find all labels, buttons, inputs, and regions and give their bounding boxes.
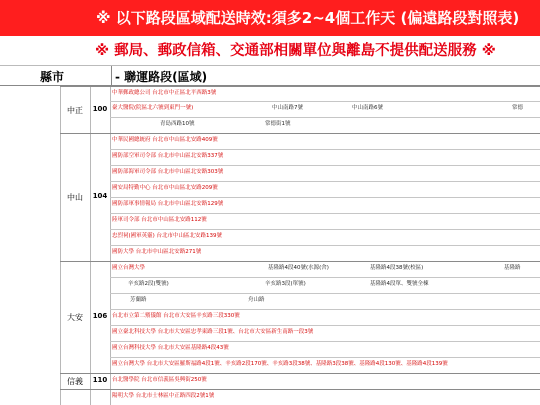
road-section-cell: 常德 — [512, 105, 524, 111]
zip-code: 110 — [92, 376, 108, 384]
header-road-section: - 聯運路段(區域) — [115, 70, 208, 84]
road-section-cell: 舟山路 — [248, 297, 265, 303]
road-section-cell: 國立台灣大學 台北市大安區羅斯福路4段1號、辛亥路2段170號、辛亥路3段38號、基隆路3段38號、基隆路4段130號、基隆路4段139號 — [112, 361, 448, 367]
road-section-cell: 中華郵政總公司 台北市中正區北平西路3號 — [112, 90, 217, 96]
district-name: 信義 — [67, 377, 83, 386]
remote-road-table — [0, 86, 540, 405]
road-section-cell: 基隆路4段40號(水源(舍) — [268, 265, 329, 271]
road-section-cell: 國防大學 台北市中山區北安路271號 — [112, 249, 202, 255]
row-divider — [110, 101, 540, 102]
row-divider — [110, 117, 540, 118]
table-header — [0, 66, 540, 86]
road-section-cell: 基隆路4段單、雙號全棟 — [370, 281, 429, 287]
road-section-cell: 台北市立第二殯儀館 台北市大安區辛亥路三段330號 — [112, 313, 240, 319]
row-divider — [110, 357, 540, 358]
section-divider — [60, 373, 540, 374]
district-name: 中山 — [67, 193, 83, 202]
district-name: 大安 — [67, 313, 83, 322]
road-section-cell: 辛亥路3段(單號) — [265, 281, 306, 287]
road-section-cell: 芳蘭路 — [130, 297, 147, 303]
row-divider — [110, 213, 540, 214]
zip-code: 100 — [92, 104, 108, 113]
road-section-cell: 中山南路7號 — [272, 105, 303, 111]
road-section-cell: 國立台灣大學 — [112, 265, 146, 271]
road-section-cell: 常德街1號 — [265, 121, 291, 127]
road-section-cell: 國防部軍事情報局 台北市中山區北安路129號 — [112, 201, 224, 207]
section-divider — [60, 389, 540, 390]
zip-code: 104 — [92, 192, 108, 200]
section-divider — [60, 133, 540, 134]
zip-code: 106 — [92, 312, 108, 320]
row-divider — [110, 181, 540, 182]
road-section-cell: 國立台灣科技大學 台北市大安區基隆路4段43號 — [112, 345, 229, 351]
row-divider — [110, 229, 540, 230]
row-divider — [110, 197, 540, 198]
header-divider — [111, 66, 112, 86]
road-section-cell: 基隆路 — [504, 265, 521, 271]
road-section-cell: 忠烈祠(國軍英靈) 台北市中山區北安路139號 — [112, 233, 223, 239]
road-section-cell: 青島西路10號 — [160, 121, 195, 127]
header-city: 縣市 — [40, 70, 65, 84]
row-divider — [110, 149, 540, 150]
road-section-cell: 臺大醫院(院區北六號到東門一號) — [112, 105, 194, 111]
district-name: 中正 — [67, 105, 83, 115]
row-divider — [110, 245, 540, 246]
road-section-cell: 基隆路4段38號(校區) — [370, 265, 424, 271]
road-section-cell: 中華民國總統府 台北市中山區北安路409號 — [112, 137, 218, 143]
delivery-notice-banner: ※ 以下路段區域配送時效:須多2~4個工作天 (偏遠路段對照表) — [0, 0, 540, 36]
road-section-cell: 陽明大學 台北市士林區中正路四段2號1號 — [112, 393, 215, 399]
row-divider — [110, 325, 540, 326]
row-divider — [110, 341, 540, 342]
road-section-cell: 台北醫學院 台北市信義區吳興街250號 — [112, 377, 207, 383]
row-divider — [110, 165, 540, 166]
road-section-cell: 辛亥路2段(雙號) — [128, 281, 169, 287]
section-divider — [60, 261, 540, 262]
row-divider — [110, 277, 540, 278]
road-section-cell: 國安局特勤中心 台北市中山區北安路209號 — [112, 185, 218, 191]
road-section-cell: 中山南路6號 — [352, 105, 383, 111]
exclusion-notice-banner: ※ 郵局、郵政信箱、交通部相關單位與離島不提供配送服務 ※ — [0, 36, 540, 66]
road-section-cell: 陸軍司令部 台北市中山區北安路112號 — [112, 217, 207, 223]
road-section-cell: 國立臺北科技大學 台北市大安區忠孝東路三段1號、台北市大安區新生南路一段3號 — [112, 329, 314, 335]
row-divider — [110, 309, 540, 310]
section-divider — [60, 86, 540, 87]
row-divider — [110, 293, 540, 294]
road-section-cell: 國防部海軍司令部 台北市中山區北安路303號 — [112, 169, 224, 175]
road-section-cell: 國防部空軍司令部 台北市中山區北安路337號 — [112, 153, 224, 159]
